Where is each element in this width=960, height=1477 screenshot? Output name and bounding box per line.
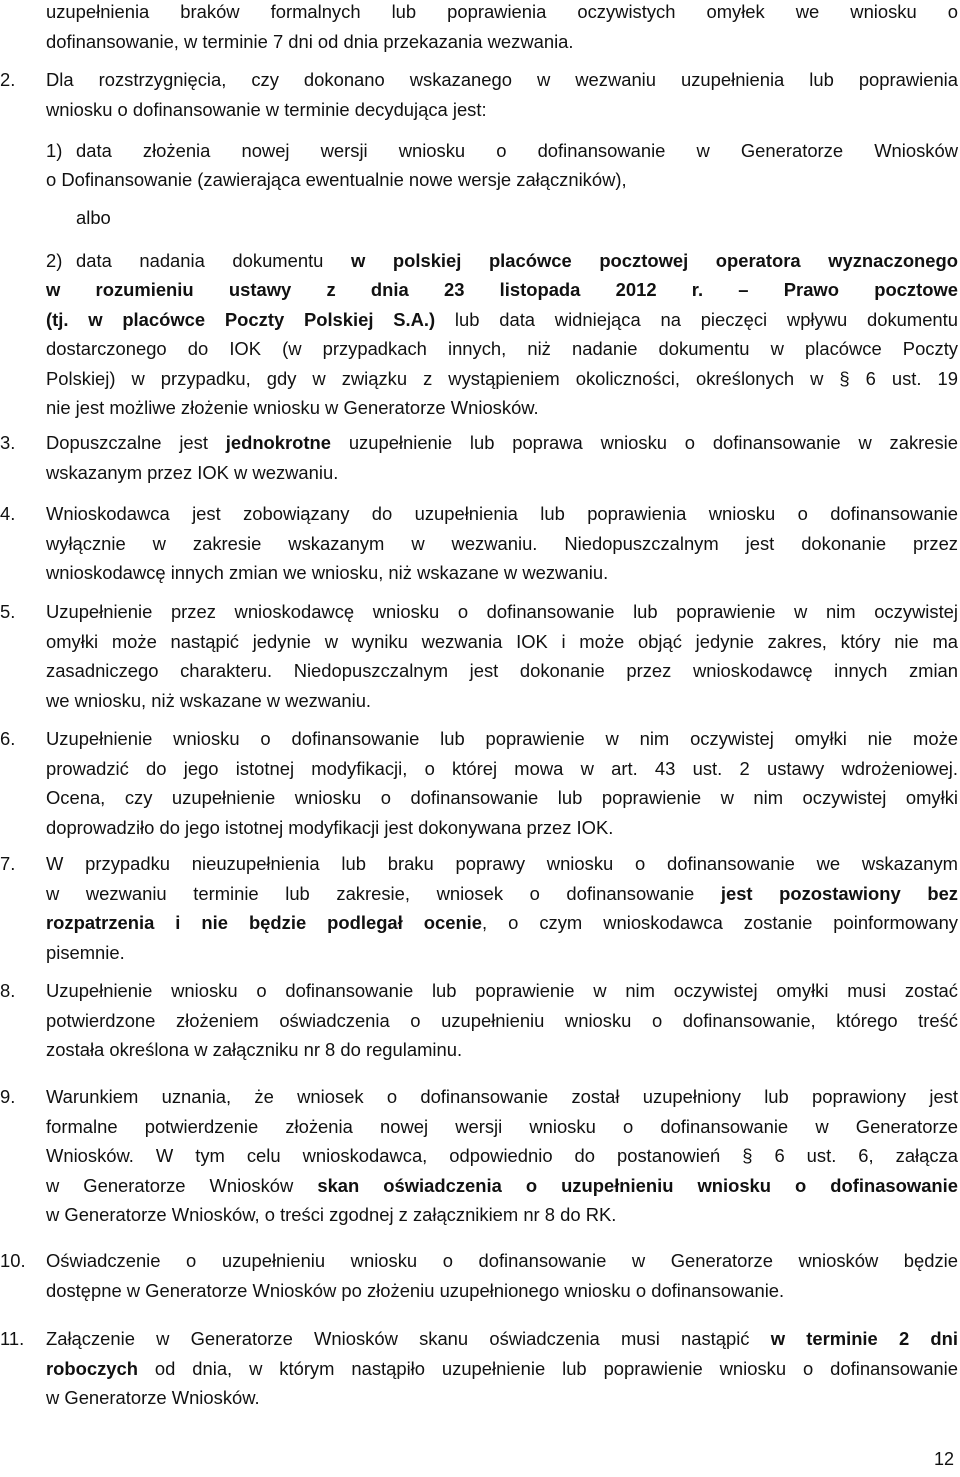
text-run: , o czym wnioskodawca zostanie poinformowany <box>482 912 959 933</box>
text-line: formalne potwierdzenie złożenia nowej wersji wniosku o dofinansowanie w Generatorze <box>46 1115 958 1137</box>
text-line: pisemnie. <box>46 941 125 963</box>
text-line: Uzupełnienie przez wnioskodawcę wniosku o dofinansowanie lub poprawienie w nim oczywistej <box>46 601 958 622</box>
text-line: prowadzić do jego istotnej modyfikacji, o której mowa w art. 43 ust. 2 ustawy wdrożeniowej. <box>46 757 958 779</box>
text-run: data nadania dokumentu <box>76 250 324 271</box>
text-line <box>46 305 958 335</box>
intro-paragraph <box>46 0 958 56</box>
text-line <box>46 428 958 458</box>
text-line: Uzupełnienie wniosku o dofinansowanie lub poprawienie w nim oczywistej omyłki musi zostać <box>46 980 958 1001</box>
bold-run: (tj. w placówce Poczty Polskiej S.A.) <box>46 308 436 330</box>
text-line: potwierdzone złożeniem oświadczenia o uzupełnieniu wniosku o dofinansowanie, którego treść <box>46 1009 958 1031</box>
list-number: 4. <box>0 503 16 524</box>
text-line: Oświadczenie o uzupełnieniu wniosku o dofinansowanie w Generatorze wniosków będzie <box>46 1250 958 1271</box>
sublist-number: 2) <box>46 250 63 271</box>
sublist-item-2 <box>76 246 958 276</box>
text-line: Warunkiem uznania, że wniosek o dofinansowanie został uzupełniony lub poprawiony jest <box>46 1086 958 1107</box>
text-line: dofinansowanie, w terminie 7 dni od dnia przekazania wezwania. <box>46 30 574 52</box>
conjunction-text: albo <box>76 207 111 228</box>
sublist-item-1 <box>76 136 958 166</box>
list-item-10 <box>46 1246 958 1305</box>
bold-run: jest pozostawiony bez <box>720 882 958 904</box>
sublist-item-2-cont <box>46 275 958 423</box>
text-line <box>76 246 958 276</box>
list-number: 5. <box>0 601 16 622</box>
text-line: Uzupełnienie wniosku o dofinansowanie lub poprawienie w nim oczywistej omyłki nie może <box>46 728 958 749</box>
text-line: wskazanym przez IOK w wezwaniu. <box>46 461 339 483</box>
text-line: W przypadku nieuzupełnienia lub braku poprawy wniosku o dofinansowanie we wskazanym <box>46 853 958 874</box>
text-line: w Generatorze Wniosków. <box>46 1387 260 1408</box>
text-line: Polskiej) w przypadku, gdy w związku z wystąpieniem okoliczności, określonych w § 6 ust. 19 <box>46 367 958 389</box>
bold-run: skan oświadczenia o uzupełnieniu wniosku o dofinasowanie <box>317 1174 958 1196</box>
text-run: lub data widniejąca na pieczęci wpływu dokumentu <box>454 308 958 330</box>
list-item-7 <box>46 849 958 967</box>
text-line: Wnioskodawca jest zobowiązany do uzupełnienia lub poprawienia wniosku o dofinansowanie <box>46 503 958 524</box>
bold-run: w terminie 2 dni <box>770 1328 958 1349</box>
bold-run: jednokrotne <box>225 432 331 453</box>
text-line: dostarczonego do IOK (w przypadkach innych, niż nadanie dokumentu w placówce Poczty <box>46 338 958 359</box>
text-line: nie jest możliwe złożenie wniosku w Generatorze Wniosków. <box>46 397 539 418</box>
text-run: w Generatorze Wniosków <box>46 1174 294 1196</box>
text-line: omyłki może nastąpić jedynie w wyniku wezwania IOK i może objąć jedynie zakres, który nie ma <box>46 630 958 652</box>
list-number: 10. <box>0 1250 26 1271</box>
text-line: Ocena, czy uzupełnienie wniosku o dofinansowanie lub poprawienie w nim oczywistej omyłki <box>46 787 958 808</box>
text-line: Dla rozstrzygnięcia, czy dokonano wskazanego w wezwaniu uzupełnienia lub poprawienia <box>46 69 958 90</box>
list-item-4 <box>46 499 958 588</box>
text-line: doprowadziło do jego istotnej modyfikacji jest dokonywana przez IOK. <box>46 816 614 838</box>
page-number: 12 <box>933 1449 954 1469</box>
text-line <box>46 275 958 305</box>
bold-run: w polskiej placówce pocztowej operatora wyznaczonego <box>351 250 958 271</box>
text-line: data złożenia nowej wersji wniosku o dofinansowanie w Generatorze Wniosków <box>76 140 958 161</box>
list-item-8 <box>46 976 958 1065</box>
sublist-item-1-cont <box>46 165 958 195</box>
bold-run: rozpatrzenia i nie będzie podlegał ocenie <box>46 912 483 933</box>
text-run: Dopuszczalne jest <box>46 432 208 453</box>
text-line: o Dofinansowanie (zawierająca ewentualnie nowe wersje załączników), <box>46 169 627 190</box>
text-line <box>46 1354 958 1384</box>
text-line: wyłącznie w zakresie wskazanym w wezwaniu. Niedopuszczalnym jest dokonanie przez <box>46 532 958 554</box>
list-item-9 <box>46 1082 958 1230</box>
text-line <box>46 879 958 909</box>
text-line: wnioskodawcę innych zmian we wniosku, niż wskazane w wezwaniu. <box>46 562 609 583</box>
list-number: 6. <box>0 728 16 749</box>
text-line <box>46 908 958 938</box>
bold-run: w rozumieniu ustawy z dnia 23 listopada 2012 r. – Prawo pocztowe <box>46 279 958 300</box>
list-item-6 <box>46 724 958 842</box>
text-line: dostępne w Generatorze Wniosków po złożeniu uzupełnionego wniosku o dofinansowanie. <box>46 1279 785 1301</box>
list-item-2 <box>46 65 958 124</box>
list-number: 8. <box>0 980 16 1001</box>
text-line: wniosku o dofinansowanie w terminie decydująca jest: <box>46 98 487 120</box>
text-line: we wniosku, niż wskazane w wezwaniu. <box>46 689 372 711</box>
list-number: 9. <box>0 1086 16 1107</box>
text-line: Wniosków. W tym celu wnioskodawca, odpowiednio do postanowień § 6 ust. 6, załącza <box>46 1145 958 1166</box>
text-run: od dnia, w którym nastąpiło uzupełnienie lub poprawienie wniosku o dofinansowanie <box>154 1357 958 1379</box>
sublist-number: 1) <box>46 140 63 161</box>
text-run: uzupełnienie lub poprawa wniosku o dofinansowanie w zakresie <box>348 432 958 453</box>
text-line: w Generatorze Wniosków, o treści zgodnej z załącznikiem nr 8 do RK. <box>46 1204 617 1225</box>
list-number: 3. <box>0 432 16 453</box>
list-number: 2. <box>0 69 16 90</box>
text-line: uzupełnienia braków formalnych lub poprawienia oczywistych omyłek we wniosku o <box>46 1 958 22</box>
list-item-5 <box>46 597 958 715</box>
text-run: w wezwaniu terminie lub zakresie, wniosek o dofinansowanie <box>46 882 695 904</box>
bold-run: roboczych <box>46 1357 138 1379</box>
text-line: została określona w załączniku nr 8 do regulaminu. <box>46 1039 463 1060</box>
text-run: Załączenie w Generatorze Wniosków skanu oświadczenia musi nastąpić <box>46 1328 750 1349</box>
text-line <box>46 1324 958 1354</box>
list-item-11 <box>46 1324 958 1413</box>
list-number: 11. <box>0 1328 25 1349</box>
text-line: zasadniczego charakteru. Niedopuszczalnym jest dokonanie przez wnioskodawcę innych zmian <box>46 660 958 681</box>
list-item-3 <box>46 428 958 487</box>
text-line <box>46 1171 958 1201</box>
list-number: 7. <box>0 853 16 874</box>
